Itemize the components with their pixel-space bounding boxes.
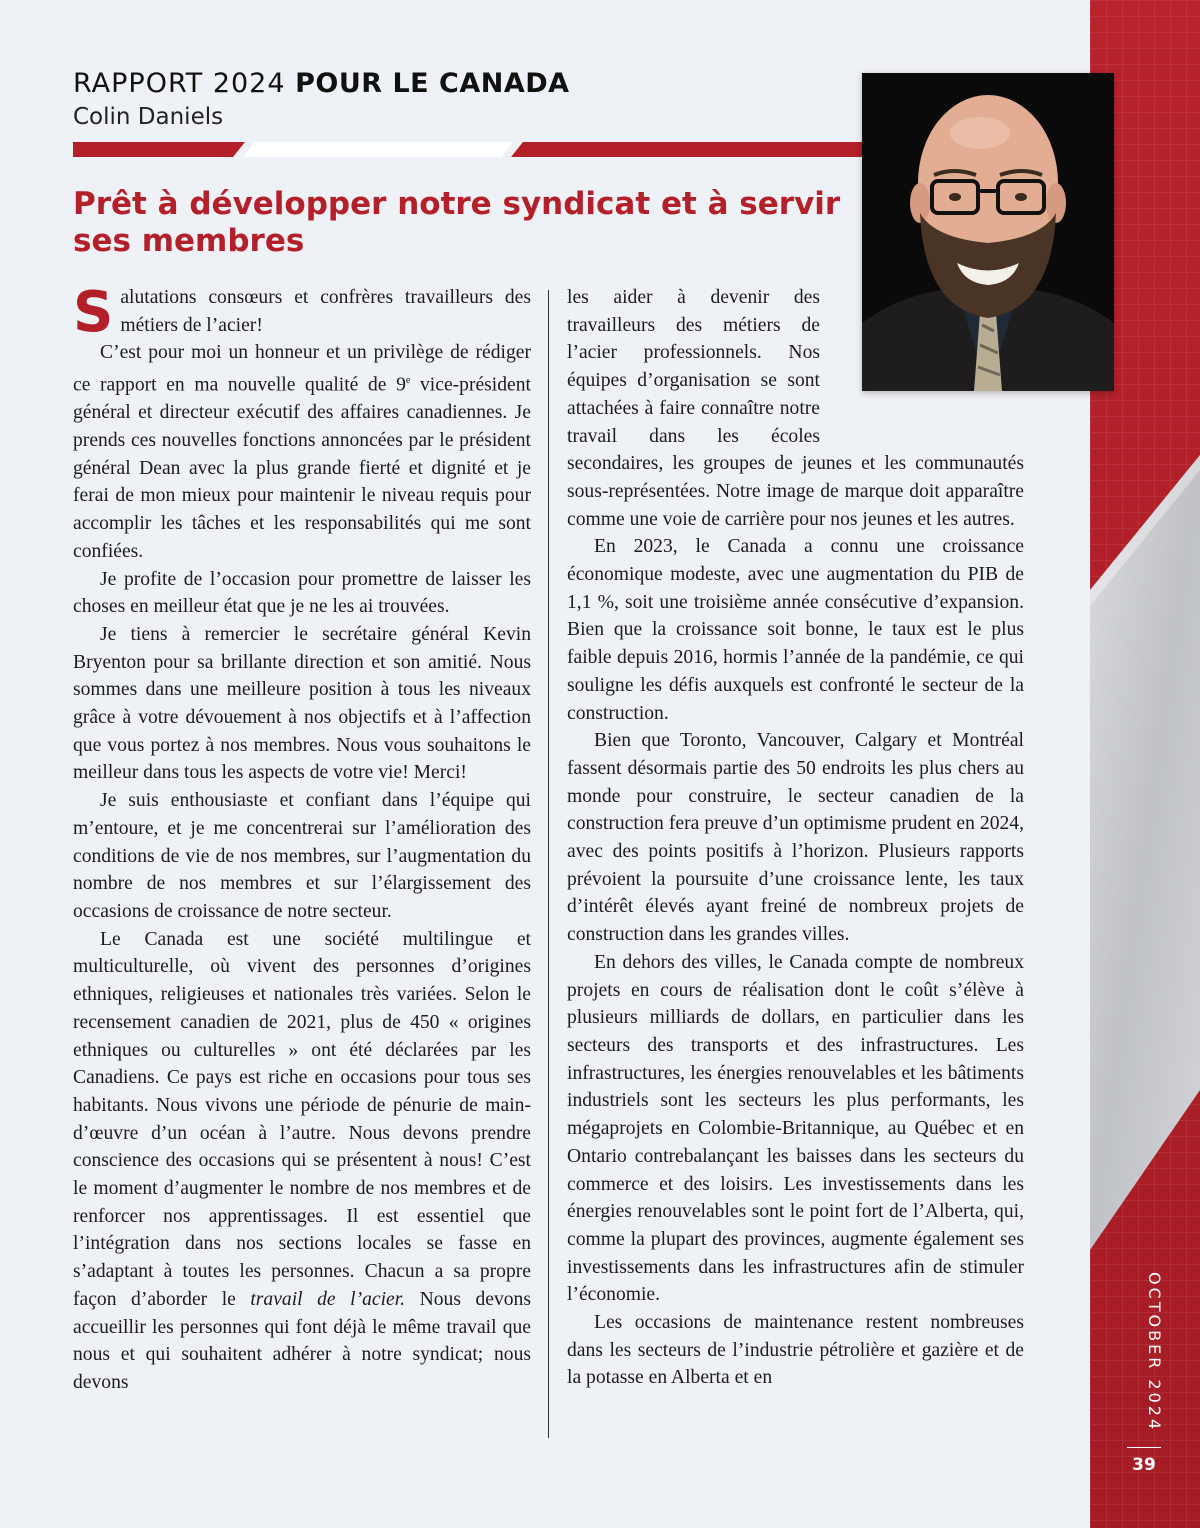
- article-column-right: [567, 284, 1024, 1392]
- page-number-divider: [1127, 1447, 1161, 1448]
- paragraph-7: les aider à devenir des travailleurs des métiers de l’acier professionnels. Nos équipes d’organisation se sont attachées à faire connaître notre travail dans les écoles secondaires, les groupes de jeunes et les communautés sous-représentées. Notre image de marque doit apparaître comme une voie de carrière pour nos jeunes et les autres.: [567, 287, 1024, 530]
- report-title-prefix: RAPPORT 2024: [73, 68, 296, 99]
- paragraph-5: Je suis enthousiaste et confiant dans l’équipe qui m’entoure, et je me concentrerai sur l’amélioration des conditions de vie de nos membres, sur l’augmentation du nombre de nos membres et sur l’élargissement des occasions de croissance de notre secteur.: [73, 790, 531, 922]
- paragraph-2-rest: vice-président général et directeur exécutif des affaires canadiennes. Je prends ces nouvelles fonctions annoncées par le président général Dean avec la plus grande fierté et dignité et je ferai de mon mieux pour maintenir le niveau requis pour accomplir les tâches et les responsabilités qui me sont confiées.: [73, 374, 531, 562]
- paragraph-1: [73, 280, 531, 345]
- paragraph-6: [73, 926, 531, 1397]
- ordinal-superscript: e: [405, 375, 411, 387]
- paragraph-1-text: alutations consœurs et confrères travailleurs des métiers de l’acier!: [120, 287, 531, 336]
- author-name: Colin Daniels: [73, 104, 224, 130]
- paragraph-6-text: Le Canada est une société multilingue et multiculturelle, où vivent des personnes d’origines ethniques, religieuses et nationales très variées. Selon le recensement canadien de 2021, plus de 450 « origines ethniques ou culturelles » ont été déclarées par les Canadiens. Ce pays est riche en occasions pour tous ses habitants. Nous vivons une période de pénurie de main-d’œuvre d’un océan à l’autre. Nous devons prendre conscience des occasions qui se présentent à nous! C’est le moment d’augmenter le nombre de nos membres et de renforcer nos apprentissages. Il est essentiel que l’intégration dans nos sections locales se fasse en s’adaptant à toutes les personnes. Chacun a sa propre façon d’aborder le: [73, 928, 531, 1310]
- paragraph-4: Je tiens à remercier le secrétaire général Kevin Bryenton pour sa brillante direction et son amitié. Nous sommes dans une meilleure position à tous les niveaux grâce à votre dévouement à nos objectifs et à l’affection que vous portez à nos membres. Nous vous souhaitons le meilleur dans tous les aspects de votre vie! Merci!: [73, 623, 531, 784]
- column-divider: [548, 290, 549, 1438]
- paragraph-11: Les occasions de maintenance restent nombreuses dans les secteurs de l’industrie pétrolière et gazière et de la potasse en Alberta et en: [567, 1312, 1024, 1389]
- report-title-strong: POUR LE CANADA: [295, 68, 570, 99]
- article-column-left: [73, 280, 531, 1397]
- paragraph-3: Je profite de l’occasion pour promettre de laisser les choses en meilleur état que je ne les ai trouvées.: [73, 568, 531, 618]
- page-number: 39: [1132, 1455, 1156, 1475]
- photo-wrap-spacer: [820, 284, 1024, 424]
- paragraph-8: En 2023, le Canada a connu une croissance économique modeste, avec une augmentation du PIB de 1,1 %, soit une troisième année consécutive d’expansion. Bien que la croissance soit bonne, le taux est le plus faible depuis 2016, hormis l’année de la pandémie, ce qui souligne les défis auxquels est confronté le secteur de la construction.: [567, 536, 1024, 724]
- drop-cap: S: [73, 280, 114, 345]
- paragraph-2: [73, 339, 531, 565]
- paragraph-6-rest: Nous devons accueillir les personnes qui font déjà le même travail que nous et qui souhaitent adhérer à notre syndicat; nous devons: [73, 1288, 531, 1393]
- issue-month: OCTOBER 2024: [1145, 1272, 1164, 1433]
- paragraph-9: Bien que Toronto, Vancouver, Calgary et Montréal fassent désormais partie des 50 endroits les plus chers au monde pour construire, le secteur canadien de la construction fera preuve d’un optimisme prudent en 2024, avec des points positifs à l’horizon. Plusieurs rapports prévoient la poursuite d’une croissance lente, les taux d’intérêt élevés ayant freiné de nombreux projets de construction dans les grandes villes.: [567, 730, 1024, 946]
- paragraph-10: En dehors des villes, le Canada compte de nombreux projets en cours de réalisation dont le coût s’élève à plusieurs milliards de dollars, en particulier dans les secteurs des transports et des infrastructures. Les infrastructures, les énergies renouvelables et les bâtiments industriels sont les secteurs les plus performants, les mégaprojets en Colombie-Britannique, au Québec et en Ontario contrebalançant les baisses dans les secteurs du commerce et des loisirs. Les investissements dans les énergies renouvelables sont le point fort de l’Alberta, qui, comme la plupart des provinces, augmente également ses investissements dans les infrastructures afin de stimuler l’économie.: [567, 951, 1024, 1306]
- paragraph-6-italic: travail de l’acier.: [250, 1288, 406, 1310]
- report-title: [73, 68, 570, 99]
- article-headline: Prêt à développer notre syndicat et à servir ses membres: [73, 186, 841, 259]
- paragraph-2-text: C’est pour moi un honneur et un privilège de rédiger ce rapport en ma nouvelle qualité de 9: [73, 342, 531, 396]
- header-stripe: [73, 142, 863, 158]
